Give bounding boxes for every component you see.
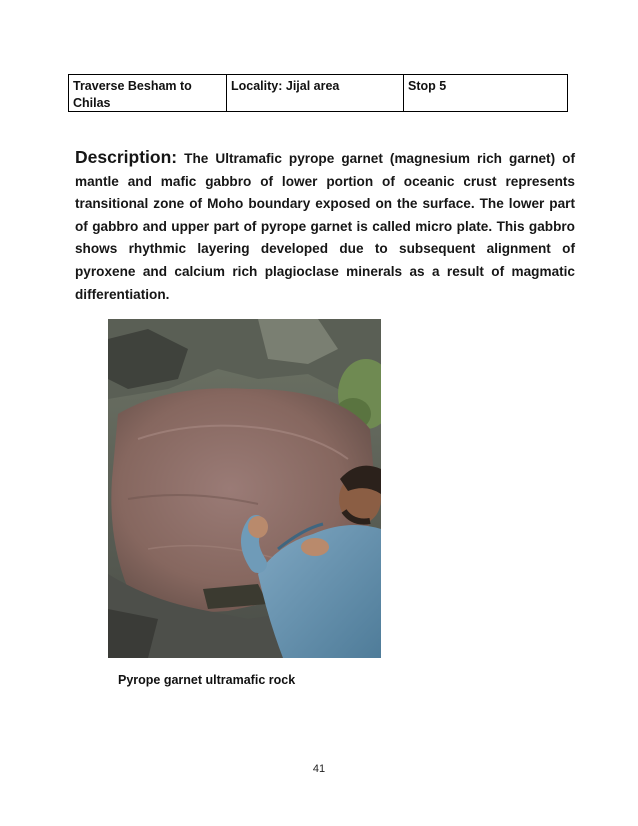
- page-number: 41: [312, 763, 326, 775]
- figure-caption: Pyrope garnet ultramafic rock: [118, 673, 296, 687]
- description-text: The Ultramafic pyrope garnet (magnesium rich garnet) of mantle and mafic gabbro of lower portion of oceanic crust represents transitional zone of Moho boundary exposed on the surface. The lower part of gabbro and upper part of pyrope garnet is called micro plate. This gabbro shows rhythmic layering developed due to subsequent alignment of pyroxene and calcium rich plagioclase minerals as a result of magmatic differentiation.: [75, 151, 575, 302]
- description-paragraph: [75, 146, 575, 306]
- stop-cell: Stop 5: [408, 79, 447, 93]
- rock-outcrop-photo: [108, 319, 381, 658]
- header-table: [68, 74, 568, 112]
- locality-cell: Locality: Jijal area: [227, 75, 404, 111]
- description-heading: Description:: [75, 147, 178, 167]
- traverse-cell: Traverse Besham to Chilas: [69, 75, 227, 111]
